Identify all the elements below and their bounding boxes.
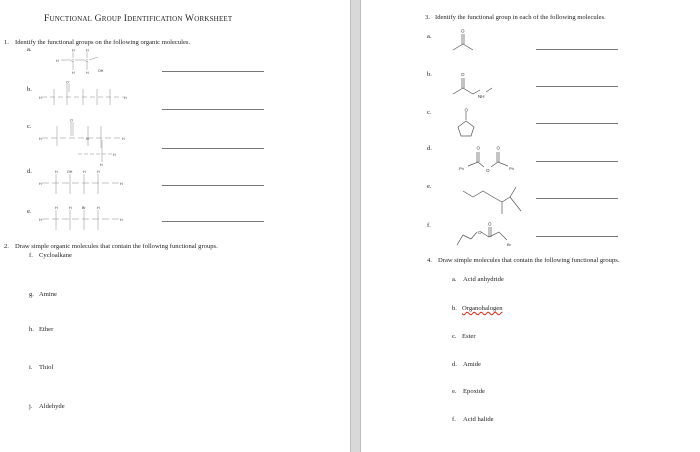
q1d-answer-line[interactable] <box>162 185 264 186</box>
question-4-prompt: Draw simple molecules that contain the following functional groups. <box>438 257 620 264</box>
atom-label: H <box>39 137 42 141</box>
q3b-molecule-diagram <box>449 68 509 108</box>
q3f-molecule-diagram <box>451 217 516 252</box>
atom-label: O <box>476 145 481 151</box>
worksheet-page-right <box>361 0 700 452</box>
q4-item-f-text: Acid halide <box>463 416 494 423</box>
q2-item-f-label: f. <box>29 252 33 259</box>
q3c-molecule-diagram <box>449 108 489 140</box>
atom-label: H <box>120 218 123 222</box>
q1c-answer-line[interactable] <box>162 148 264 149</box>
atom-label: O <box>461 28 465 34</box>
q3-item-c-label: c. <box>427 109 432 116</box>
page-gutter <box>350 0 361 452</box>
atom-label: Ph <box>509 166 514 171</box>
atom-label: H <box>72 48 75 53</box>
atom-label: OH <box>67 170 73 174</box>
q3a-answer-line[interactable] <box>536 49 618 50</box>
question-2-number: 2. <box>4 243 9 250</box>
atom-label: Ph <box>459 166 464 171</box>
q2-item-j-text: Aldehyde <box>39 403 65 410</box>
q4-item-d-label: d. <box>452 361 457 368</box>
q3b-answer-line[interactable] <box>536 86 618 87</box>
atom-label: OH <box>98 69 104 73</box>
q1a-answer-line[interactable] <box>162 71 264 72</box>
q3-item-b-label: b. <box>427 71 432 78</box>
q4-item-a-label: a. <box>452 276 457 283</box>
q1a-molecule-diagram <box>40 48 120 82</box>
atom-label: Br <box>507 242 511 247</box>
atom-label: O <box>486 168 490 173</box>
q1-item-b-label: b. <box>27 86 32 93</box>
atom-label: H <box>122 137 125 141</box>
atom-label: H <box>39 96 42 100</box>
q1d-molecule-diagram <box>38 166 128 200</box>
question-1-prompt: Identify the functional groups on the following organic molecules. <box>15 39 191 46</box>
q3e-answer-line[interactable] <box>536 198 618 199</box>
question-2-prompt: Draw simple organic molecules that contain the following functional groups. <box>15 243 218 250</box>
q2-item-g-text: Amine <box>39 291 57 298</box>
q1-item-e-label: e. <box>27 208 32 215</box>
q3-item-e-label: e. <box>427 183 432 190</box>
atom-label: C <box>85 59 89 63</box>
atom-label: H <box>86 48 89 53</box>
q2-item-g-label: g. <box>29 291 34 298</box>
atom-label: O <box>70 118 73 123</box>
question-4-number: 4. <box>427 257 432 264</box>
atom-label: O <box>488 221 492 227</box>
q4-item-a-text: Acid anhydride <box>463 276 504 283</box>
q1c-molecule-diagram <box>38 118 128 168</box>
q3d-molecule-diagram <box>456 142 526 178</box>
atom-label: H <box>83 170 86 174</box>
atom-label: O <box>461 72 465 77</box>
atom-label: H <box>39 218 42 222</box>
q2-item-h-label: h. <box>29 326 34 333</box>
atom-label: H <box>97 170 100 174</box>
q4-item-c-label: c. <box>452 333 457 340</box>
worksheet-title: Functional Group Identification Worksheet <box>44 14 233 24</box>
q3a-molecule-diagram <box>449 28 489 58</box>
atom-label: H <box>120 182 123 186</box>
q4-item-d-text: Amide <box>463 361 481 368</box>
question-1-number: 1. <box>4 39 9 46</box>
q4-item-c-text: Ester <box>462 333 476 340</box>
atom-label: N <box>86 137 89 141</box>
q3f-answer-line[interactable] <box>536 236 618 237</box>
q3d-answer-line[interactable] <box>536 161 618 162</box>
atom-label: Br <box>82 206 86 210</box>
q1b-molecule-diagram <box>38 80 128 108</box>
atom-label: H <box>100 163 103 167</box>
q3-item-f-label: f. <box>427 222 431 229</box>
atom-label: H <box>72 71 75 75</box>
q4-item-e-label: e. <box>452 388 457 395</box>
atom-label: C <box>71 59 75 63</box>
q2-item-i-label: i. <box>29 364 33 371</box>
q1e-answer-line[interactable] <box>162 221 264 222</box>
atom-label: H <box>39 182 42 186</box>
q3c-answer-line[interactable] <box>536 123 618 124</box>
atom-label: O <box>464 107 469 113</box>
atom-label: H <box>97 206 100 210</box>
q4-item-e-text: Epoxide <box>463 388 485 395</box>
q1-item-a-label: a. <box>27 46 32 53</box>
q2-item-f-text: Cycloalkane <box>39 252 72 259</box>
q2-item-h-text: Ether <box>39 326 54 333</box>
q4-item-f-label: f. <box>452 416 456 423</box>
q3-item-a-label: a. <box>427 33 432 40</box>
atom-label: H <box>55 170 58 174</box>
q3-item-d-label: d. <box>427 145 432 152</box>
atom-label: H <box>113 153 116 157</box>
q3e-molecule-diagram <box>461 183 526 218</box>
atom-label: H <box>86 71 89 75</box>
q1e-molecule-diagram <box>38 202 128 236</box>
atom-label: H <box>124 96 127 100</box>
atom-label: H <box>69 206 72 210</box>
q1-item-c-label: c. <box>27 123 32 130</box>
q1b-answer-line[interactable] <box>162 109 264 110</box>
atom-label: O <box>496 145 501 151</box>
atom-label: H <box>55 206 58 210</box>
question-3-prompt: Identify the functional group in each of the following molecules. <box>435 14 606 21</box>
q2-item-j-label: j. <box>29 403 33 410</box>
q4-item-b-text: Organohalogen <box>462 305 503 312</box>
question-3-number: 3. <box>425 14 430 21</box>
atom-label: H <box>56 59 59 63</box>
q2-item-i-text: Thiol <box>39 364 54 371</box>
atom-label: O <box>66 80 69 85</box>
atom-label: NH <box>478 94 485 99</box>
q4-item-b-label: b. <box>452 305 457 312</box>
q1-item-d-label: d. <box>27 168 32 175</box>
atom-label: O <box>478 230 482 235</box>
